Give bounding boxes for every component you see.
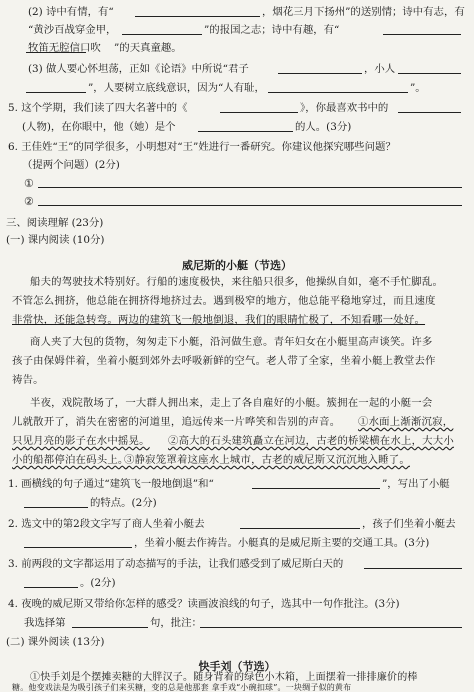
answer-blank[interactable] (364, 558, 462, 569)
answer-blank[interactable] (383, 24, 461, 35)
passage-1-title: 威尼斯的小艇（节选） (182, 259, 292, 272)
answer-blank[interactable] (122, 24, 202, 35)
answer-line[interactable] (200, 617, 462, 628)
answer-blank[interactable] (135, 6, 260, 17)
answer-line[interactable] (38, 177, 462, 188)
answer-blank[interactable] (24, 497, 88, 508)
passage-2-title: 快手刘（节选） (198, 660, 276, 673)
answer-blank[interactable] (398, 102, 461, 113)
answer-blank[interactable] (220, 102, 298, 113)
answer-blank[interactable] (268, 82, 408, 93)
answer-blank[interactable] (278, 63, 362, 74)
answer-line[interactable] (38, 195, 462, 206)
answer-blank[interactable] (198, 121, 293, 132)
answer-blank[interactable] (26, 82, 86, 93)
answer-blank[interactable] (252, 478, 380, 489)
answer-blank[interactable] (24, 537, 132, 548)
answer-blank[interactable] (24, 577, 78, 588)
answer-blank[interactable] (240, 518, 360, 529)
answer-blank[interactable] (72, 617, 148, 628)
answer-blank[interactable] (398, 63, 461, 74)
exam-page: (2) 诗中有情，有“ ，烟花三月下扬州”的送别情；诗中有志，有 “黄沙百战穿金甲， ”的报国之志；诗中有趣，有“ 牧笛无腔信口吹 ”的天真童趣。 (3) 做人要心怀坦荡，正如《论语》中所说“君子 ，小人 ”，人要树立底线意识，因为“人有耻， ”。 5. 这个学期，我们读了四大名著中的《 》，你最喜欢书中的 (人物)，在你眼中，他（她）是个 的人。(3分) 6. 王佳姓“王”的同学很多，小明想对“王”姓进行一番研究。你建议他探究哪些问题？ （提两个问题）(2分) ① ② 三、阅读理解 (23分) (一) 课内阅读 (10分) 威尼斯的小艇（节选） 船夫的驾驶技术特别好。行船的速度极快，来往船只很多，他操纵自如，毫不手忙脚乱。 不管怎么拥挤，他总能在拥挤得地挤过去。遇到极窄的地方，他总能平稳地穿过，而且速度 非常快，还能急转弯。两边的建筑飞一般地倒退，我们的眼睛忙极了，不知看哪一处好。 商人夹了大包的货物，匆匆走下小艇，沿河做生意。青年妇女在小艇里高声谈笑。许多 孩子由保姆伴着，坐着小艇到郊外去呼吸新鲜的空气。老人带了全家，坐着小艇上教堂去作 祷告。 半夜，戏院散场了，一大群人拥出来，走上了各自雇好的小艇。簇拥在一起的小艇一会 儿就散开了，消失在密密的河道里，追远传来一片哗笑和告别的声音。 ①水面上渐渐沉寂， 只见月亮的影子在水中摇晃。 ②高大的石头建筑矗立在河边，古老的桥梁横在水上，大大小 小的船都停泊在码头上。 ③静寂笼罩着这座水上城市，古老的威尼斯又沉沉地入睡了。 1. 画横线的句子通过“建筑飞一般地倒退”和“ ”，写出了小艇 的特点。(2分) 2. 选文中的第2段文字写了商人坐着小艇去 ，孩子们坐着小艇去 ，坐着小艇去作祷告。小艇真的是威尼斯主要的交通工具。(3分) 3. 前两段的文字都运用了动态描写的手法，让我们感受到了威尼斯白天的 。(2分) 4. 夜晚的威尼斯又带给你怎样的感受？读画波浪线的句子，选其中一句作批注。(3分) 我选择第 句，批注： (二) 课外阅读 (13分) 快手刘（节选） ①快手刘是个摆摊卖糖的大胖汉子。随身背着的绿色小木箱，上面摆着一排排廉价的棒 糖。他变戏法是为吸引孩子们来买糖，变的总是他那套 拿手戏“小碗扣球”。一块绸子似的黄布 (0, 0, 474, 692)
